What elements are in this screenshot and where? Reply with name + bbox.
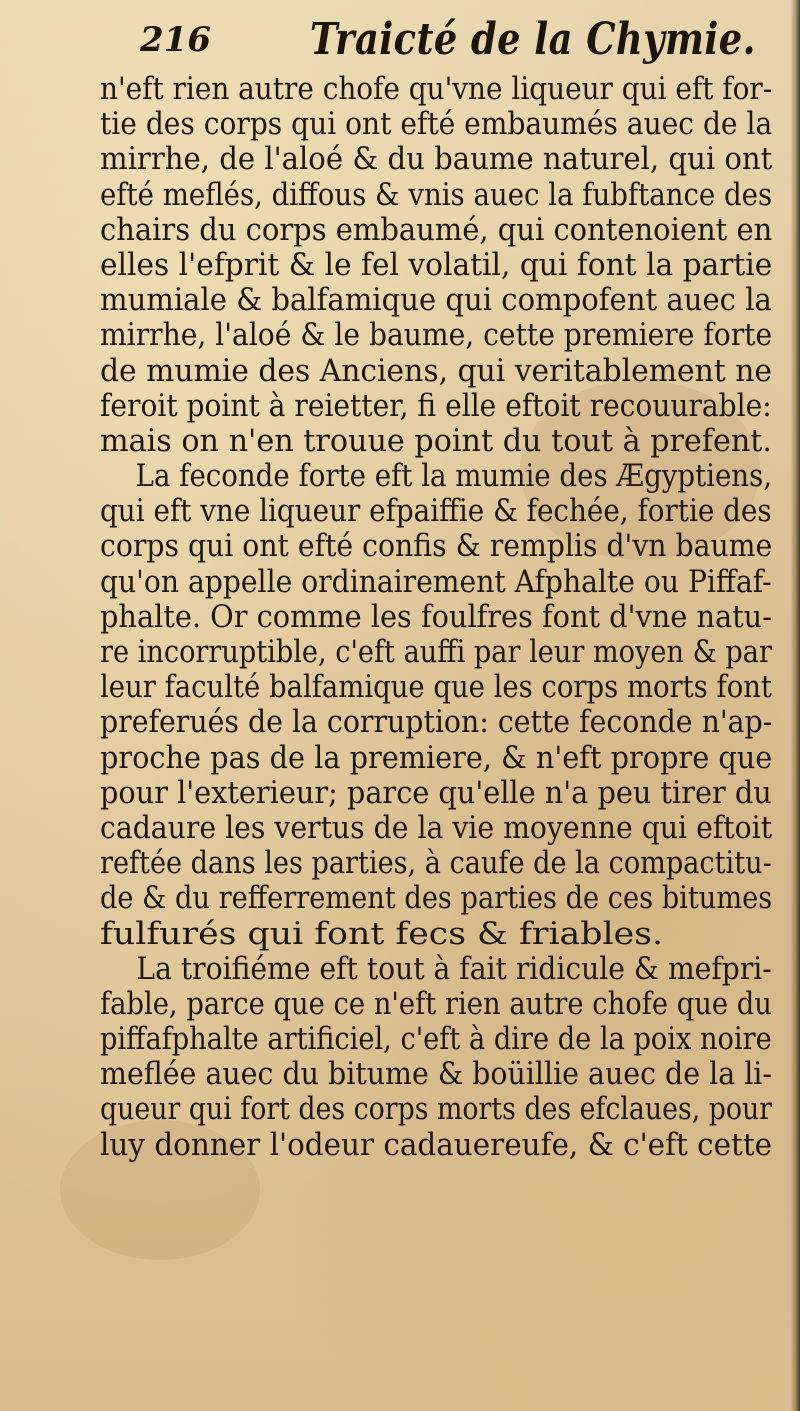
text-line: tie des corps qui ont efté embaumés auec de la xyxy=(100,106,773,143)
text-line: phalte. Or comme les foulfres font d'vne natu- xyxy=(100,598,772,635)
text-line: luy donner l'odeur cadauereufe, & c'eft cette xyxy=(100,1126,773,1163)
text-line: de & du refferrement des parties de ces bitumes xyxy=(100,880,773,917)
paragraph-start-line: La troifiéme eft tout à fait ridicule & mefpri- xyxy=(136,950,772,987)
page-header xyxy=(140,14,760,68)
text-line: proche pas de la premiere, & n'eft propre que xyxy=(100,739,773,776)
text-line: mais on n'en trouue point du tout à prefent. xyxy=(100,422,773,459)
text-line: efté meflés, diffous & vnis auec la fubftance des xyxy=(100,176,773,213)
text-line: mumiale & balfamique qui compofent auec la xyxy=(100,282,772,319)
text-line: qui eft vne liqueur efpaiffie & fechée, fortie des xyxy=(100,493,772,530)
text-line: mirrhe, de l'aloé & du baume naturel, qui ont xyxy=(100,141,773,178)
text-line: fable, parce que ce n'eft rien autre chofe que du xyxy=(100,985,772,1022)
running-head: Traicté de la Chymie. xyxy=(310,14,756,65)
text-line: leur faculté balfamique que les corps morts font xyxy=(100,669,772,706)
page-edge-shadow xyxy=(790,0,800,1411)
text-line: piffafphalte artificiel, c'eft à dire de la poix noire xyxy=(100,1021,772,1058)
text-line: meflée auec du bitume & boüillie auec de la li- xyxy=(100,1056,772,1093)
text-line: elles l'efprit & le fel volatil, qui font la partie xyxy=(100,246,773,283)
body-text xyxy=(100,72,772,1163)
page-number: 216 xyxy=(140,20,211,60)
text-line: n'eft rien autre chofe qu'vne liqueur qui eft for- xyxy=(100,71,773,107)
paragraph-start-line: La feconde forte eft la mumie des Ægyptiens, xyxy=(135,458,773,495)
text-line: corps qui ont efté confis & remplis d'vn baume xyxy=(100,528,773,565)
text-line: qu'on appelle ordinairement Afphalte ou Piffaf- xyxy=(100,563,772,600)
text-line: re incorruptible, c'eft auffi par leur moyen & par xyxy=(100,634,772,670)
text-line: fulfurés qui font fecs & friables. xyxy=(100,915,663,952)
text-line: queur qui fort des corps morts des efclaues, pour xyxy=(100,1091,773,1128)
text-line: cadaure les vertus de la vie moyenne qui eftoit xyxy=(100,809,773,846)
text-line: pour l'exterieur; parce qu'elle n'a peu tirer du xyxy=(100,774,772,811)
text-line: feroit point à reietter, fi elle eftoit recouurable: xyxy=(100,387,772,424)
text-line: reftée dans les parties, à caufe de la compactitu- xyxy=(100,845,772,882)
text-line: mirrhe, l'aloé & le baume, cette premiere forte xyxy=(100,317,773,354)
text-line: chairs du corps embaumé, qui contenoient en xyxy=(100,211,773,248)
text-line: de mumie des Anciens, qui veritablement ne xyxy=(100,352,772,389)
text-line: preferués de la corruption: cette feconde n'ap- xyxy=(100,704,773,741)
